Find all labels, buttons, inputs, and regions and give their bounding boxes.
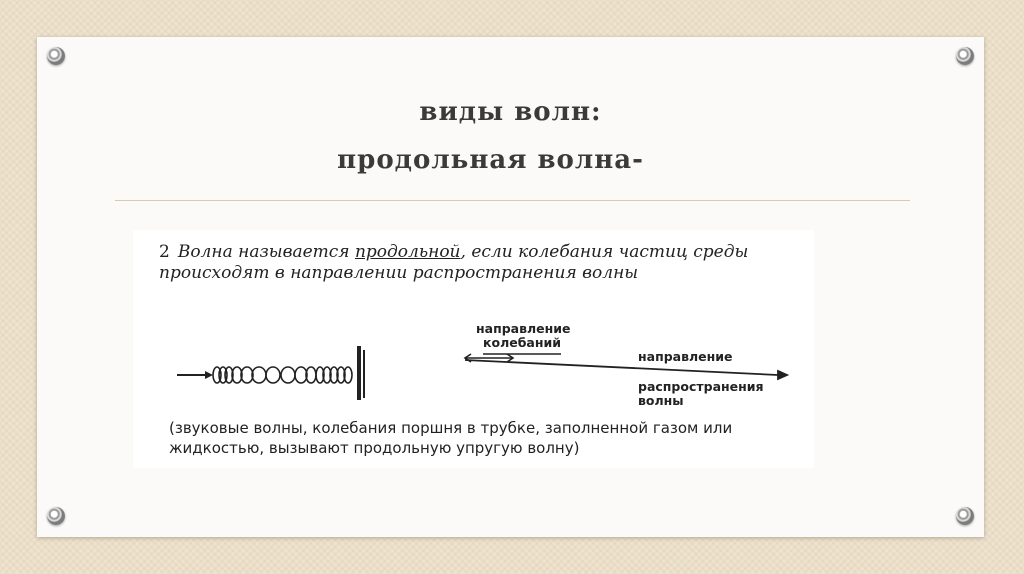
pin-icon <box>956 507 974 525</box>
pin-icon <box>956 47 974 65</box>
slide-subtitle: продольная волна- <box>337 145 644 175</box>
oscillation-label-line1: направление <box>476 321 571 336</box>
pin-icon <box>47 507 65 525</box>
note-text: (звуковые волны, колебания поршня в трубке, заполненной газом или жидкостью, вызывают продольную упругую волну) <box>169 419 733 457</box>
oscillation-label-line2: колебаний <box>483 335 562 350</box>
piston-icon <box>357 346 365 400</box>
propagation-arrow <box>465 360 787 379</box>
slide-title: виды волн: <box>419 97 602 127</box>
spring-icon <box>213 367 352 383</box>
wave-figure <box>133 230 814 468</box>
title-divider <box>115 200 910 201</box>
slide-card <box>37 37 984 537</box>
definition-part2: , если колебания частиц среды происходят в направлении распространения волны <box>159 242 749 283</box>
pin-icon <box>47 47 65 65</box>
input-arrow <box>177 371 213 379</box>
definition-part1: Волна называется <box>177 242 355 262</box>
propagation-label-line1: направление <box>638 349 733 364</box>
propagation-label-line2: распространения <box>638 379 764 394</box>
definition-number: 2 <box>159 242 170 262</box>
definition-underlined: продольной <box>354 242 461 262</box>
propagation-label-line3: волны <box>638 393 684 408</box>
